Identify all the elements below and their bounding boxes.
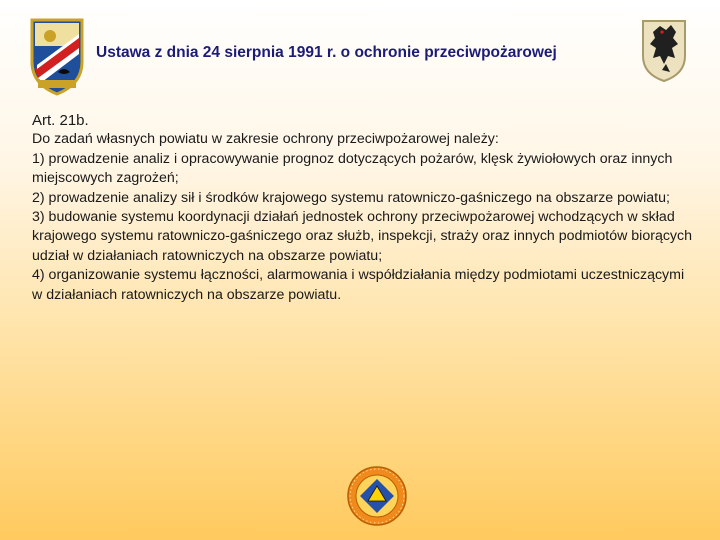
article-heading: Art. 21b.: [32, 112, 89, 129]
civil-defence-emblem-icon: [346, 465, 408, 527]
article-item-4: 4) organizowanie systemu łączności, alarmowania i współdziałania między podmiotami uczestniczącymi w działaniach ratowniczych na obszarze powiatu.: [32, 267, 685, 303]
county-coat-of-arms-icon: [28, 14, 86, 96]
article-text: [32, 111, 694, 305]
article-item-1: 1) prowadzenie analiz i opracowywanie prognoz dotyczących pożarów, klęsk żywiołowych oraz innych miejscowych zagrożeń;: [32, 150, 673, 187]
article-item-2: 2) prowadzenie analizy sił i środków krajowego systemu ratowniczo-gaśniczego na obszarze powiatu;: [32, 189, 670, 206]
article-intro: Do zadań własnych powiatu w zakresie ochrony przeciwpożarowej należy:: [32, 131, 499, 148]
article-item-3: 3) budowanie systemu koordynacji działań jednostek ochrony przeciwpożarowej wchodzących w skład krajowego systemu ratowniczo-gaśniczego oraz służb, inspekcji, straży oraz innych podmiotów biorących udział w działaniach ratowniczych na obszarze powiatu;: [32, 209, 693, 264]
griffin-coat-of-arms-icon: [640, 18, 688, 84]
page-title: Ustawa z dnia 24 sierpnia 1991 r. o ochronie przeciwpożarowej: [96, 44, 557, 61]
